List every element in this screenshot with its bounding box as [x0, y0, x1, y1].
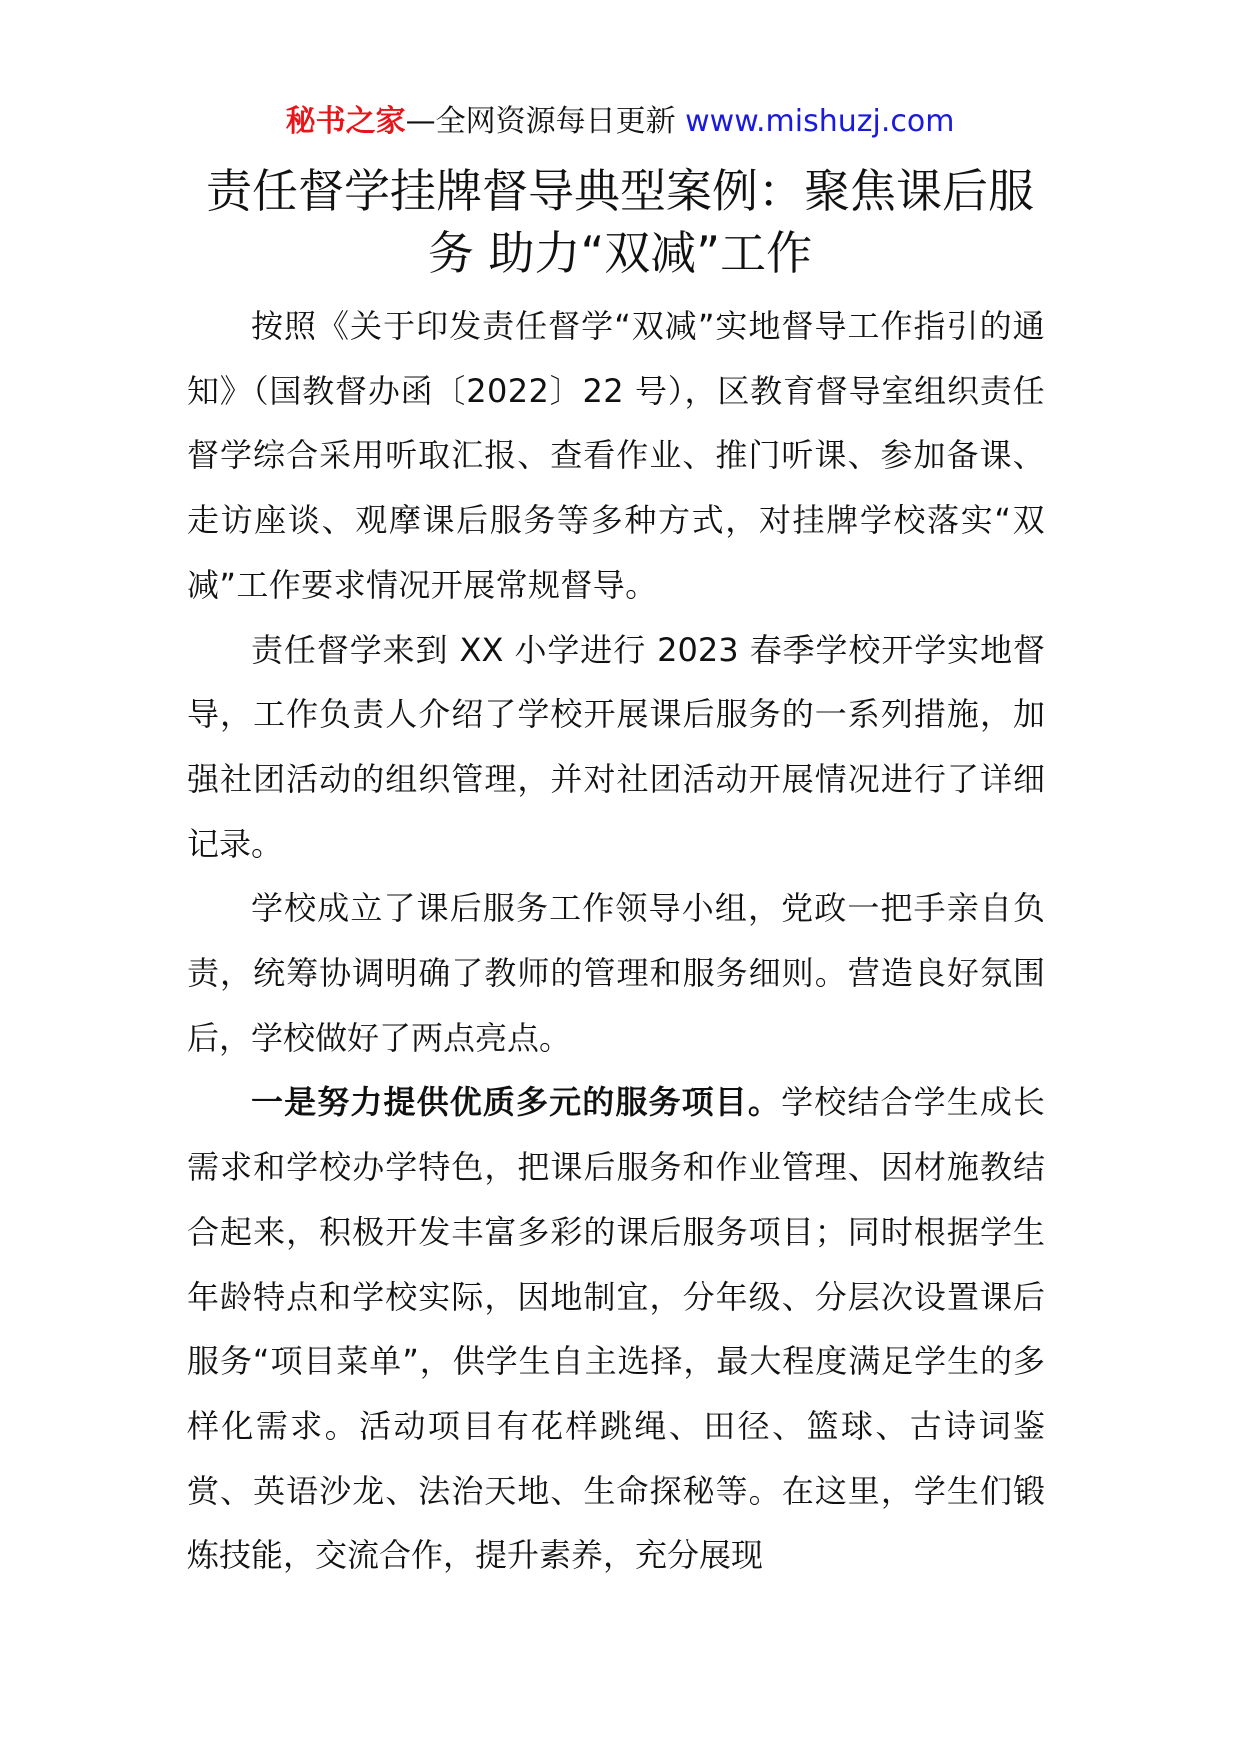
document-body — [187, 294, 1045, 1588]
site-url-link[interactable]: www.mishuzj.com — [685, 104, 955, 139]
site-header — [0, 100, 1240, 144]
title-line-1: 责任督学挂牌督导典型案例：聚焦课后服 — [206, 164, 1034, 218]
paragraph-2: 责任督学来到 XX 小学进行 2023 春季学校开学实地督导，工作负责人介绍了学校开展课后服务的一系列措施，加强社团活动的组织管理，并对社团活动开展情况进行了详细记录。 — [187, 630, 1045, 863]
paragraph-4-lead: 一是努力提供优质多元的服务项目。 — [251, 1083, 782, 1122]
paragraph-1: 按照《关于印发责任督学“双减”实地督导工作指引的通知》（国教督办函〔2022〕22 号），区教育督导室组织责任督学综合采用听取汇报、查看作业、推门听课、参加备课、走访座谈、观摩课后服务等多种方式，对挂牌学校落实“双减”工作要求情况开展常规督导。 — [187, 307, 1045, 604]
paragraph-3: 学校成立了课后服务工作领导小组，党政一把手亲自负责，统筹协调明确了教师的管理和服务细则。营造良好氛围后，学校做好了两点亮点。 — [187, 889, 1045, 1057]
header-tagline: —全网资源每日更新 — [405, 104, 686, 139]
brand-name: 秘书之家 — [285, 104, 406, 139]
title-line-2: 务 助力“双减”工作 — [427, 226, 813, 280]
paragraph-4 — [187, 1070, 1045, 1588]
paragraph-4-text: 学校结合学生成长需求和学校办学特色，把课后服务和作业管理、因材施教结合起来，积极开发丰富多彩的课后服务项目；同时根据学生年龄特点和学校实际，因地制宜，分年级、分层次设置课后服务“项目菜单”，供学生自主选择，最大程度满足学生的多样化需求。活动项目有花样跳绳、田径、篮球、古诗词鉴赏、英语沙龙、法治天地、生命探秘等。在这里，学生们锻炼技能，交流合作，提升素养，充分展现 — [187, 1083, 1045, 1575]
document-title — [190, 160, 1050, 284]
